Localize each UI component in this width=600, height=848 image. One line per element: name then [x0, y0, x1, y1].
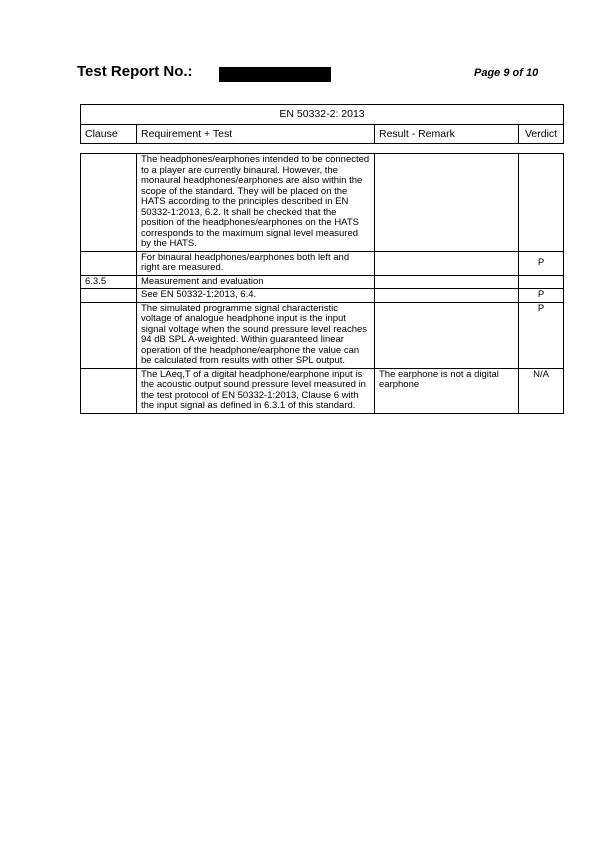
table-row	[81, 302, 564, 368]
verdict-cell: P	[519, 289, 564, 303]
result-cell	[375, 302, 519, 368]
table-row	[81, 289, 564, 303]
requirement-cell: Measurement and evaluation	[137, 275, 375, 289]
page-number: Page 9 of 10	[474, 67, 539, 79]
requirement-cell: The headphones/earphones intended to be connected to a player are currently binaural. However, the monaural headphones/earphones are also within the scope of the standard. They will be placed on the HATS according to the principles described in EN 50332-1:2013, 6.2. It shall be checked that the position of the headphones/earphones on the HATS corresponds to the maximum signal level measured by the HATS.	[137, 154, 375, 252]
verdict-cell: P	[519, 302, 564, 368]
col-clause: Clause	[81, 125, 137, 144]
clause-cell	[81, 368, 137, 413]
table-row	[81, 154, 564, 252]
clause-cell	[81, 289, 137, 303]
report-title: Test Report No.:	[77, 63, 193, 80]
clause-cell	[81, 251, 137, 275]
result-cell	[375, 275, 519, 289]
requirements-table	[80, 153, 564, 414]
verdict-cell: P	[519, 251, 564, 275]
result-cell: The earphone is not a digital earphone	[375, 368, 519, 413]
verdict-cell: N/A	[519, 368, 564, 413]
clause-cell: 6.3.5	[81, 275, 137, 289]
requirement-cell: For binaural headphones/earphones both left and right are measured.	[137, 251, 375, 275]
requirement-cell: See EN 50332-1:2013, 6.4.	[137, 289, 375, 303]
standard-title: EN 50332-2: 2013	[81, 105, 564, 125]
col-requirement: Requirement + Test	[137, 125, 375, 144]
verdict-cell	[519, 154, 564, 252]
requirement-cell: The simulated programme signal characteristic voltage of analogue headphone input is the input signal voltage when the sound pressure level reaches 94 dB SPL A-weighted. Within guaranteed linear operation of the headphone/earphone the value can be calculated from results with other SPL output.	[137, 302, 375, 368]
table-row	[81, 368, 564, 413]
table-row	[81, 251, 564, 275]
result-cell	[375, 289, 519, 303]
column-header-row	[81, 125, 564, 144]
result-cell	[375, 154, 519, 252]
clause-cell	[81, 302, 137, 368]
clause-cell	[81, 154, 137, 252]
redacted-report-number	[219, 67, 331, 82]
col-verdict: Verdict	[519, 125, 564, 144]
verdict-cell	[519, 275, 564, 289]
requirement-cell: The LAeq,T of a digital headphone/earphone input is the acoustic output sound pressure level measured in the test protocol of EN 50332-1:2013, Clause 6 with the input signal as defined in 6.3.1 of this standard.	[137, 368, 375, 413]
header-table	[80, 104, 564, 144]
result-cell	[375, 251, 519, 275]
table-row	[81, 275, 564, 289]
standard-row	[81, 105, 564, 125]
col-result: Result - Remark	[375, 125, 519, 144]
